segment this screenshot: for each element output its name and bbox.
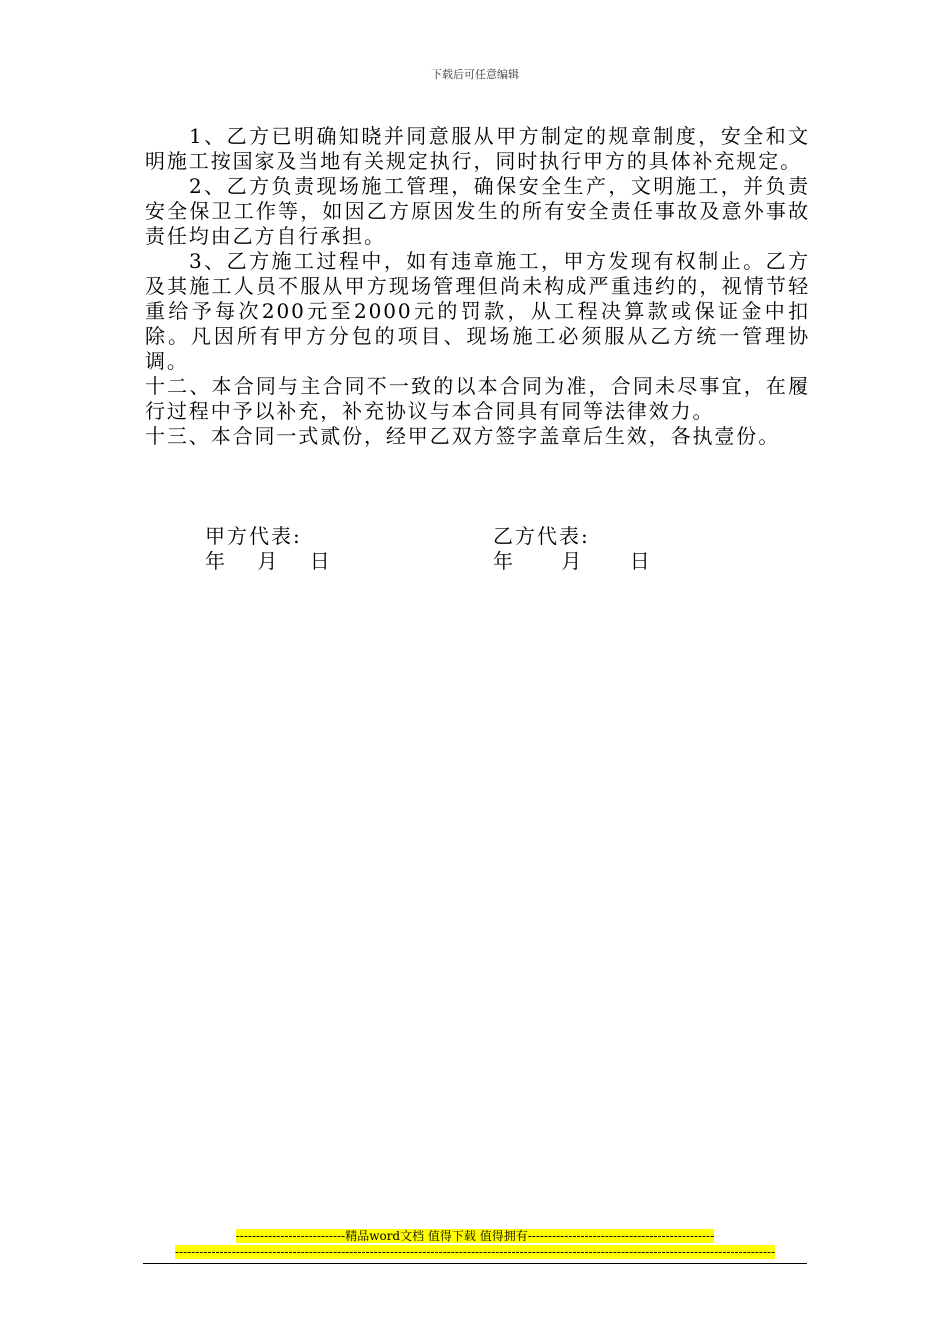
clause-2: 2、乙方负责现场施工管理，确保安全生产，文明施工，并负责安全保卫工作等，如因乙方原因发生的所有安全责任事故及意外事故责任均由乙方自行承担。 [145,174,810,248]
page-header: 下载后可任意编辑 [431,68,519,81]
footer-rule [143,1263,807,1264]
footer-banner-text-1: ---------------------------精品word文档 值得下载 值得拥有---------------------------------------------- [235,1229,715,1243]
party-b-date: 年 月 日 [493,549,652,573]
clause-13: 十三、本合同一式贰份，经甲乙双方签字盖章后生效，各执壹份。 [145,424,781,448]
footer-banner-line-2 [0,1245,950,1260]
footer-banner-text-2: ---------------------------------------------------------------------------------------------------------------------------------------------------- [174,1245,776,1259]
clause-1: 1、乙方已明确知晓并同意服从甲方制定的规章制度，安全和文明施工按国家及当地有关规定执行，同时执行甲方的具体补充规定。 [145,124,810,173]
party-b-signature-block [493,524,652,574]
party-b-label: 乙方代表: [493,524,590,548]
party-a-label: 甲方代表: [205,524,302,548]
contract-body [145,124,810,449]
clause-3: 3、乙方施工过程中，如有违章施工，甲方发现有权制止。乙方及其施工人员不服从甲方现场管理但尚未构成严重违约的，视情节轻重给予每次200元至2000元的罚款，从工程决算款或保证金中扣除。凡因所有甲方分包的项目、现场施工必须服从乙方统一管理协调。 [145,249,810,373]
party-a-date: 年 月 日 [205,549,332,573]
footer-banner-line-1 [0,1229,950,1244]
clause-12: 十二、本合同与主合同不一致的以本合同为准，合同未尽事宜，在履行过程中予以补充，补充协议与本合同具有同等法律效力。 [145,374,810,423]
party-a-signature-block [205,524,332,574]
